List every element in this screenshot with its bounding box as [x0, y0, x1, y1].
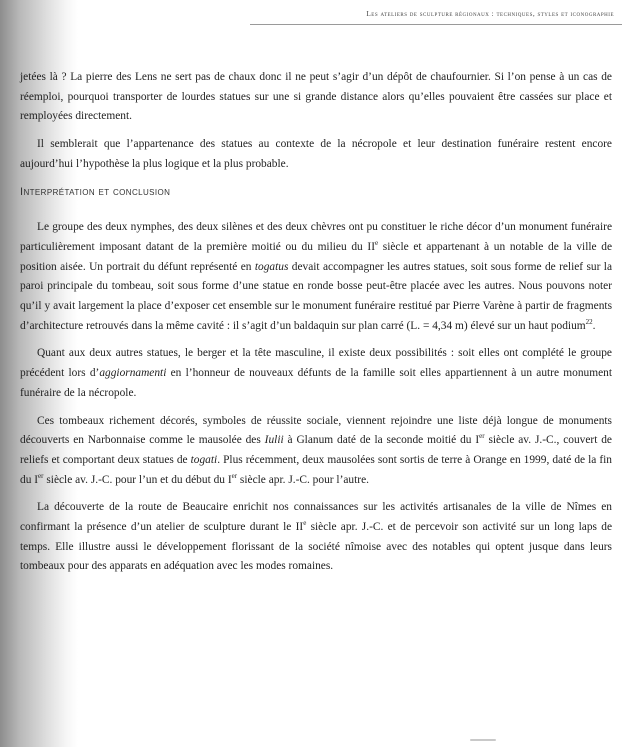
paragraph-4: Quant aux deux autres statues, le berger et la tête masculine, il existe deux possibilités : soit elles ont complété le groupe précédent lors d’aggiornamenti en l’honneur de nouveaux défunts de la famille soit elles appartiennent à un autre monument funéraire de la nécropole. — [20, 347, 612, 399]
paragraph-2: Il semblerait que l’appartenance des statues au contexte de la nécropole et leur destination funéraire restent encore aujourd’hui l’hypothèse la plus logique et la plus probable. — [20, 138, 612, 170]
paragraph-3: Le groupe des deux nymphes, des deux silènes et des deux chèvres ont pu constituer le riche décor d’un monument funéraire particulièrement imposant datant de la première moitié ou du milieu du IIe siècle et appartenant à un notable de la ville de position aisée. Un portrait du défunt représenté en togatus devait accompagner les autres statues, soit sous forme de relief sur la paroi principale du tombeau, soit sous forme d’une statue en ronde bosse peut-être placée avec les autres. Nous pouvons noter qu’il y avait largement la place d’exposer cet ensemble sur le monument funéraire restitué par Pierre Varène à partir de fragments d’architecture retrouvés dans la même cavité : il s’agit d’un baldaquin sur plan carré (L. = 4,34 m) élevé sur un haut podium$^{22}$. — [20, 221, 613, 332]
scan-mark — [470, 739, 496, 741]
paragraph-5: Ces tombeaux richement décorés, symboles de réussite sociale, viennent rejoindre une liste déjà longue de monuments découverts en Narbonnaise comme le mausolée des Iulii à Glanum daté de la seconde moitié du Ier siècle av. J.-C., couvert de reliefs et comportant deux statues de togati. Plus récemment, deux mausolées sont sortis de terre à Orange en 1999, daté de la fin du Ier siècle av. J.-C. pour l’un et du début du Ier siècle apr. J.-C. pour l’autre. — [20, 414, 612, 486]
footnote-ref: 22 — [585, 317, 593, 326]
paragraph-1: jetées là ? La pierre des Lens ne sert pas de chaux donc il ne peut s’agir d’un dépôt de chaufournier. Si l’on pense à un cas de réemploi, pourquoi transporter de lourdes statues sur une si grande distance alors qu’elles pouvaient être cassées sur place et remployées directement. — [20, 71, 612, 123]
page-body — [20, 68, 612, 585]
header-rule — [250, 24, 622, 25]
running-header: Les ateliers de sculpture régionaux : techniques, styles et iconographie — [366, 10, 614, 18]
paragraph-6: La découverte de la route de Beaucaire enrichit nos connaissances sur les activités artisanales de la ville de Nîmes en confirmant la présence d’un atelier de sculpture durant le IIe siècle apr. J.-C. et de percevoir son activité sur un long laps de temps. Elle illustre aussi le développement florissant de la société nîmoise avec des notables qui optent jusque dans leurs tombeaux pour des apparats en adéquation avec les modes romaines. — [20, 501, 613, 573]
section-heading: Interprétation et conclusion — [20, 185, 171, 198]
